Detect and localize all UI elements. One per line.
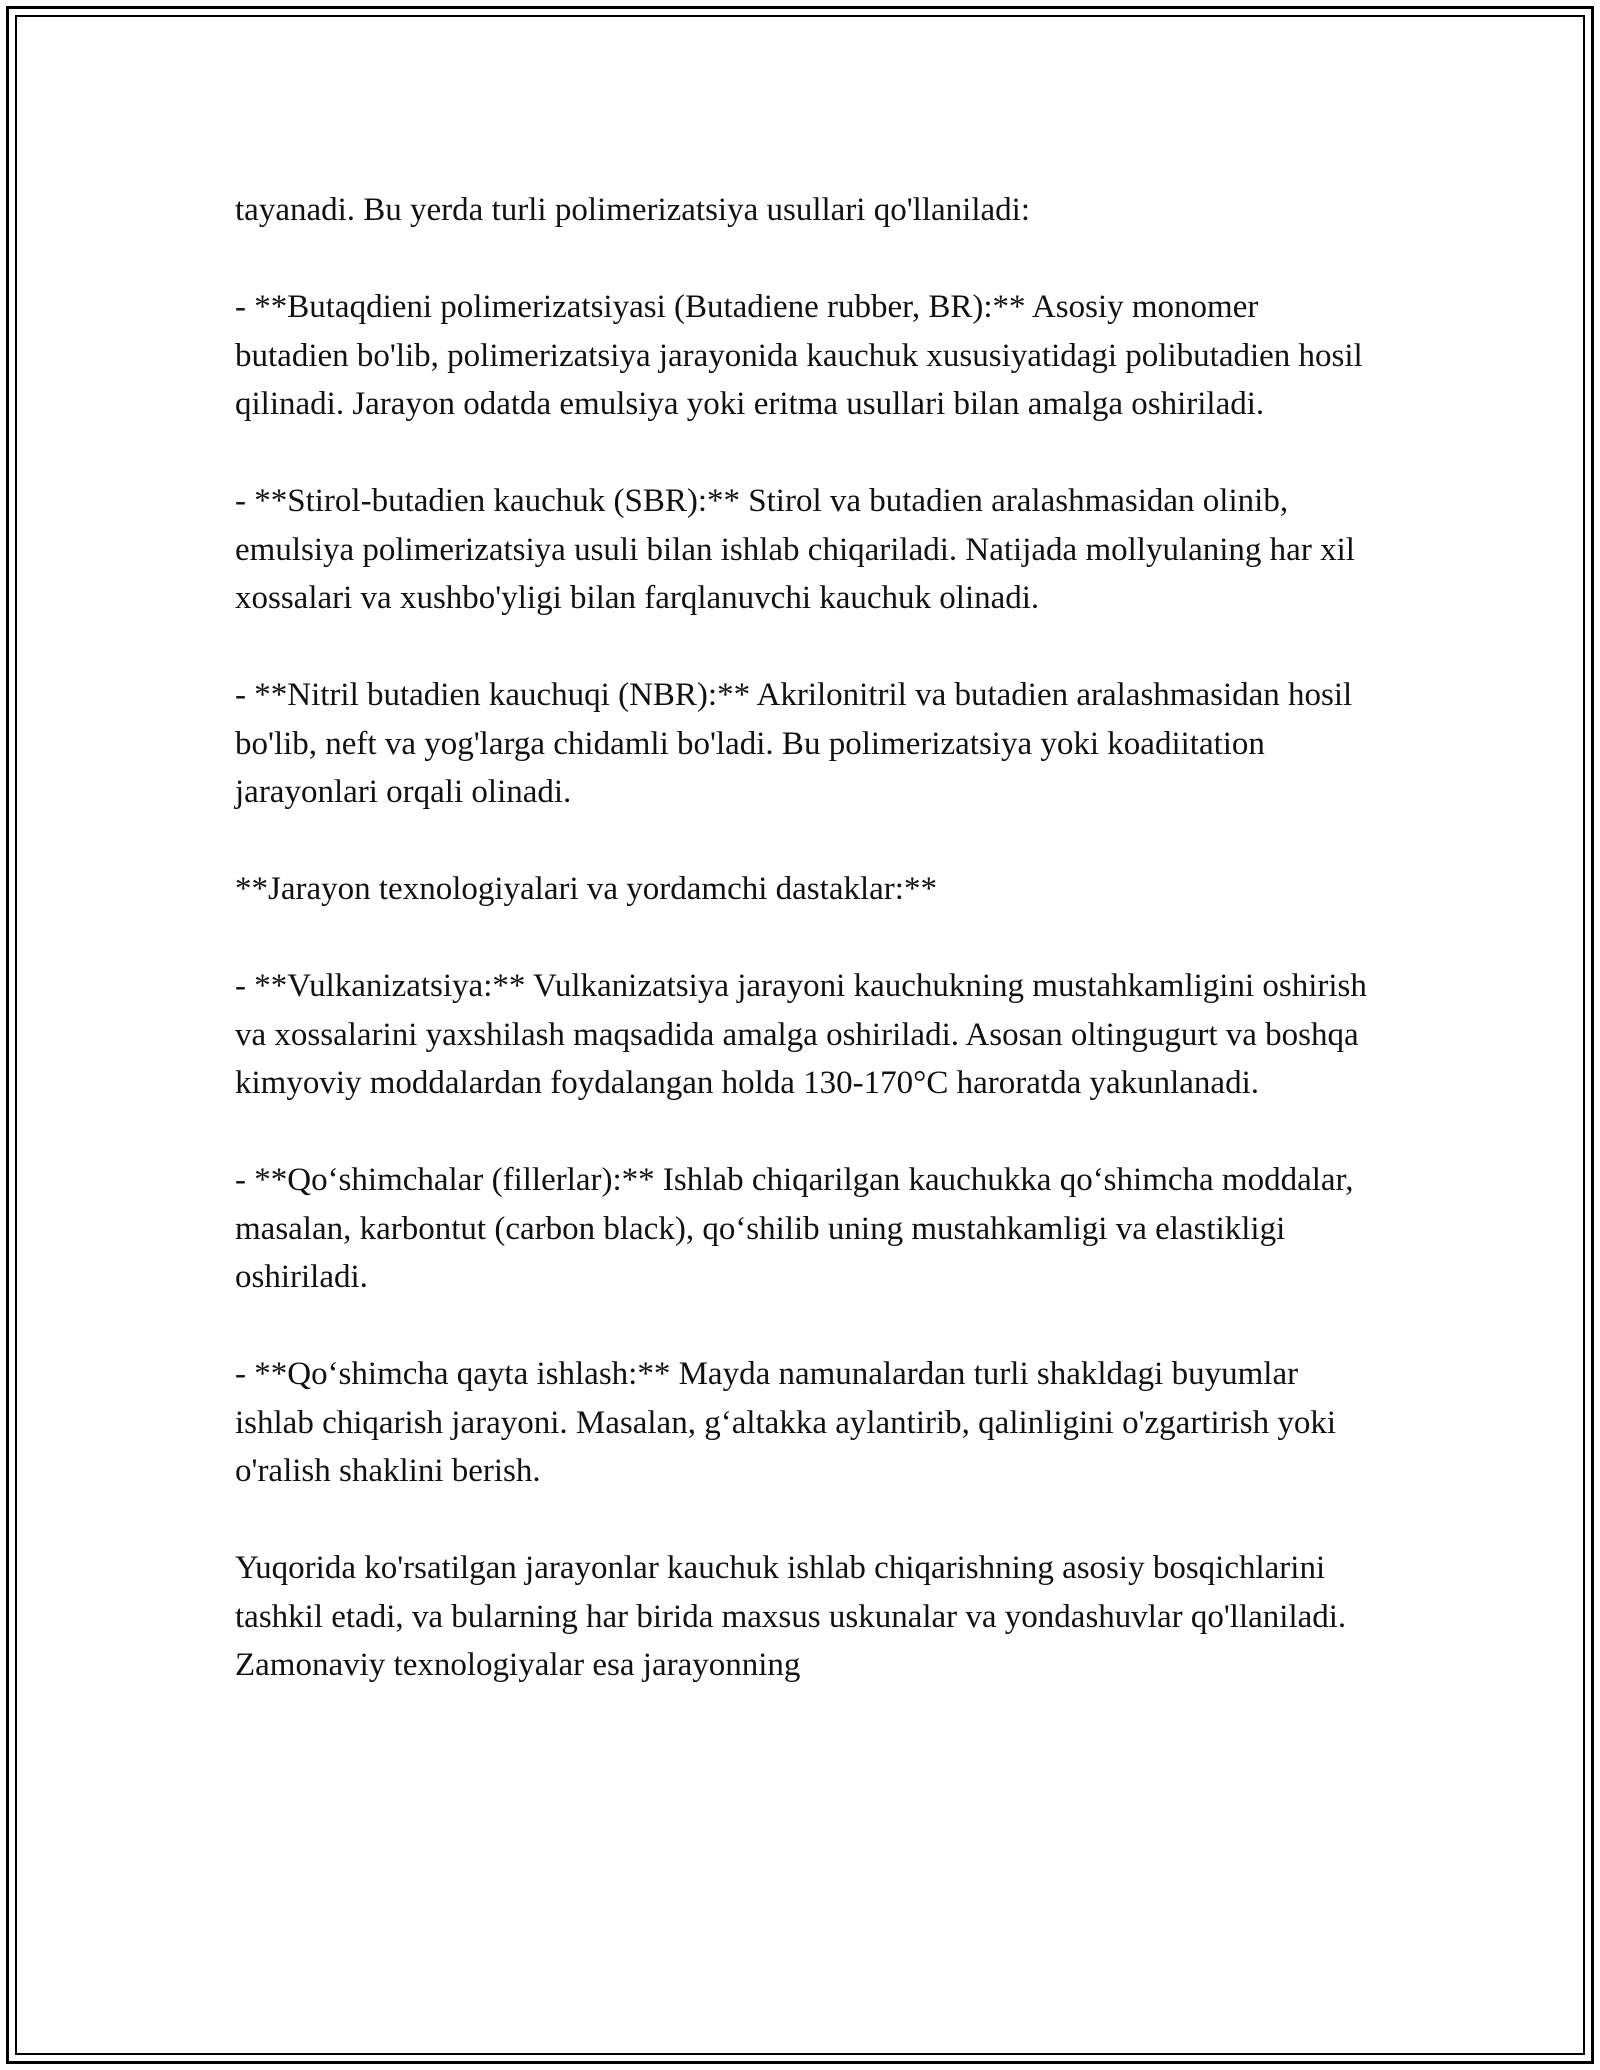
document-body — [235, 186, 1370, 1690]
paragraph-intro-continuation: tayanadi. Bu yerda turli polimerizatsiya usullari qo'llaniladi: — [235, 192, 1030, 228]
paragraph-additional-processing: - **Qo‘shimcha qayta ishlash:** Mayda namunalardan turli shakldagi buyumlar ishlab chiqarish jarayoni. Masalan, g‘altakka aylantirib, qalinligini o'zgartirish yoki o'ralish shaklini berish. — [235, 1356, 1337, 1489]
paragraph-vulcanization: - **Vulkanizatsiya:** Vulkanizatsiya jarayoni kauchukning mustahkamligini oshirish va xossalarini yaxshilash maqsadida amalga oshiriladi. Asosan oltingugurt va boshqa kimyoviy moddalardan foydalangan holda 130-170°C haroratda yakunlanadi. — [235, 968, 1367, 1101]
paragraph-butadiene-rubber: - **Butaqdieni polimerizatsiyasi (Butadiene rubber, BR):** Asosiy monomer butadien bo'lib, polimerizatsiya jarayonida kauchuk xususiyatidagi polibutadien hosil qilinadi. Jarayon odatda emulsiya yoki eritma usullari bilan amalga oshiriladi. — [235, 289, 1363, 422]
section-heading-process-technologies: **Jarayon texnologiyalari va yordamchi dastaklar:** — [235, 871, 937, 907]
paragraph-styrene-butadiene-rubber: - **Stirol-butadien kauchuk (SBR):** Stirol va butadien aralashmasidan olinib, emulsiya polimerizatsiya usuli bilan ishlab chiqariladi. Natijada mollyulaning har xil xossalari va xushbo'yligi bilan farqlanuvchi kauchuk olinadi. — [235, 483, 1355, 616]
paragraph-conclusion: Yuqorida ko'rsatilgan jarayonlar kauchuk ishlab chiqarishning asosiy bosqichlarini tashkil etadi, va bularning har birida maxsus uskunalar va yondashuvlar qo'llaniladi. Zamonaviy texnologiyalar esa jarayonning — [235, 1550, 1347, 1683]
paragraph-nitrile-butadiene-rubber: - **Nitril butadien kauchuqi (NBR):** Akrilonitril va butadien aralashmasidan hosil bo'lib, neft va yog'larga chidamli bo'ladi. Bu polimerizatsiya yoki koadiitation jarayonlari orqali olinadi. — [235, 677, 1353, 810]
paragraph-fillers: - **Qo‘shimchalar (fillerlar):** Ishlab chiqarilgan kauchukka qo‘shimcha moddalar, masalan, karbontut (carbon black), qo‘shilib uning mustahkamligi va elastikligi oshiriladi. — [235, 1162, 1354, 1295]
